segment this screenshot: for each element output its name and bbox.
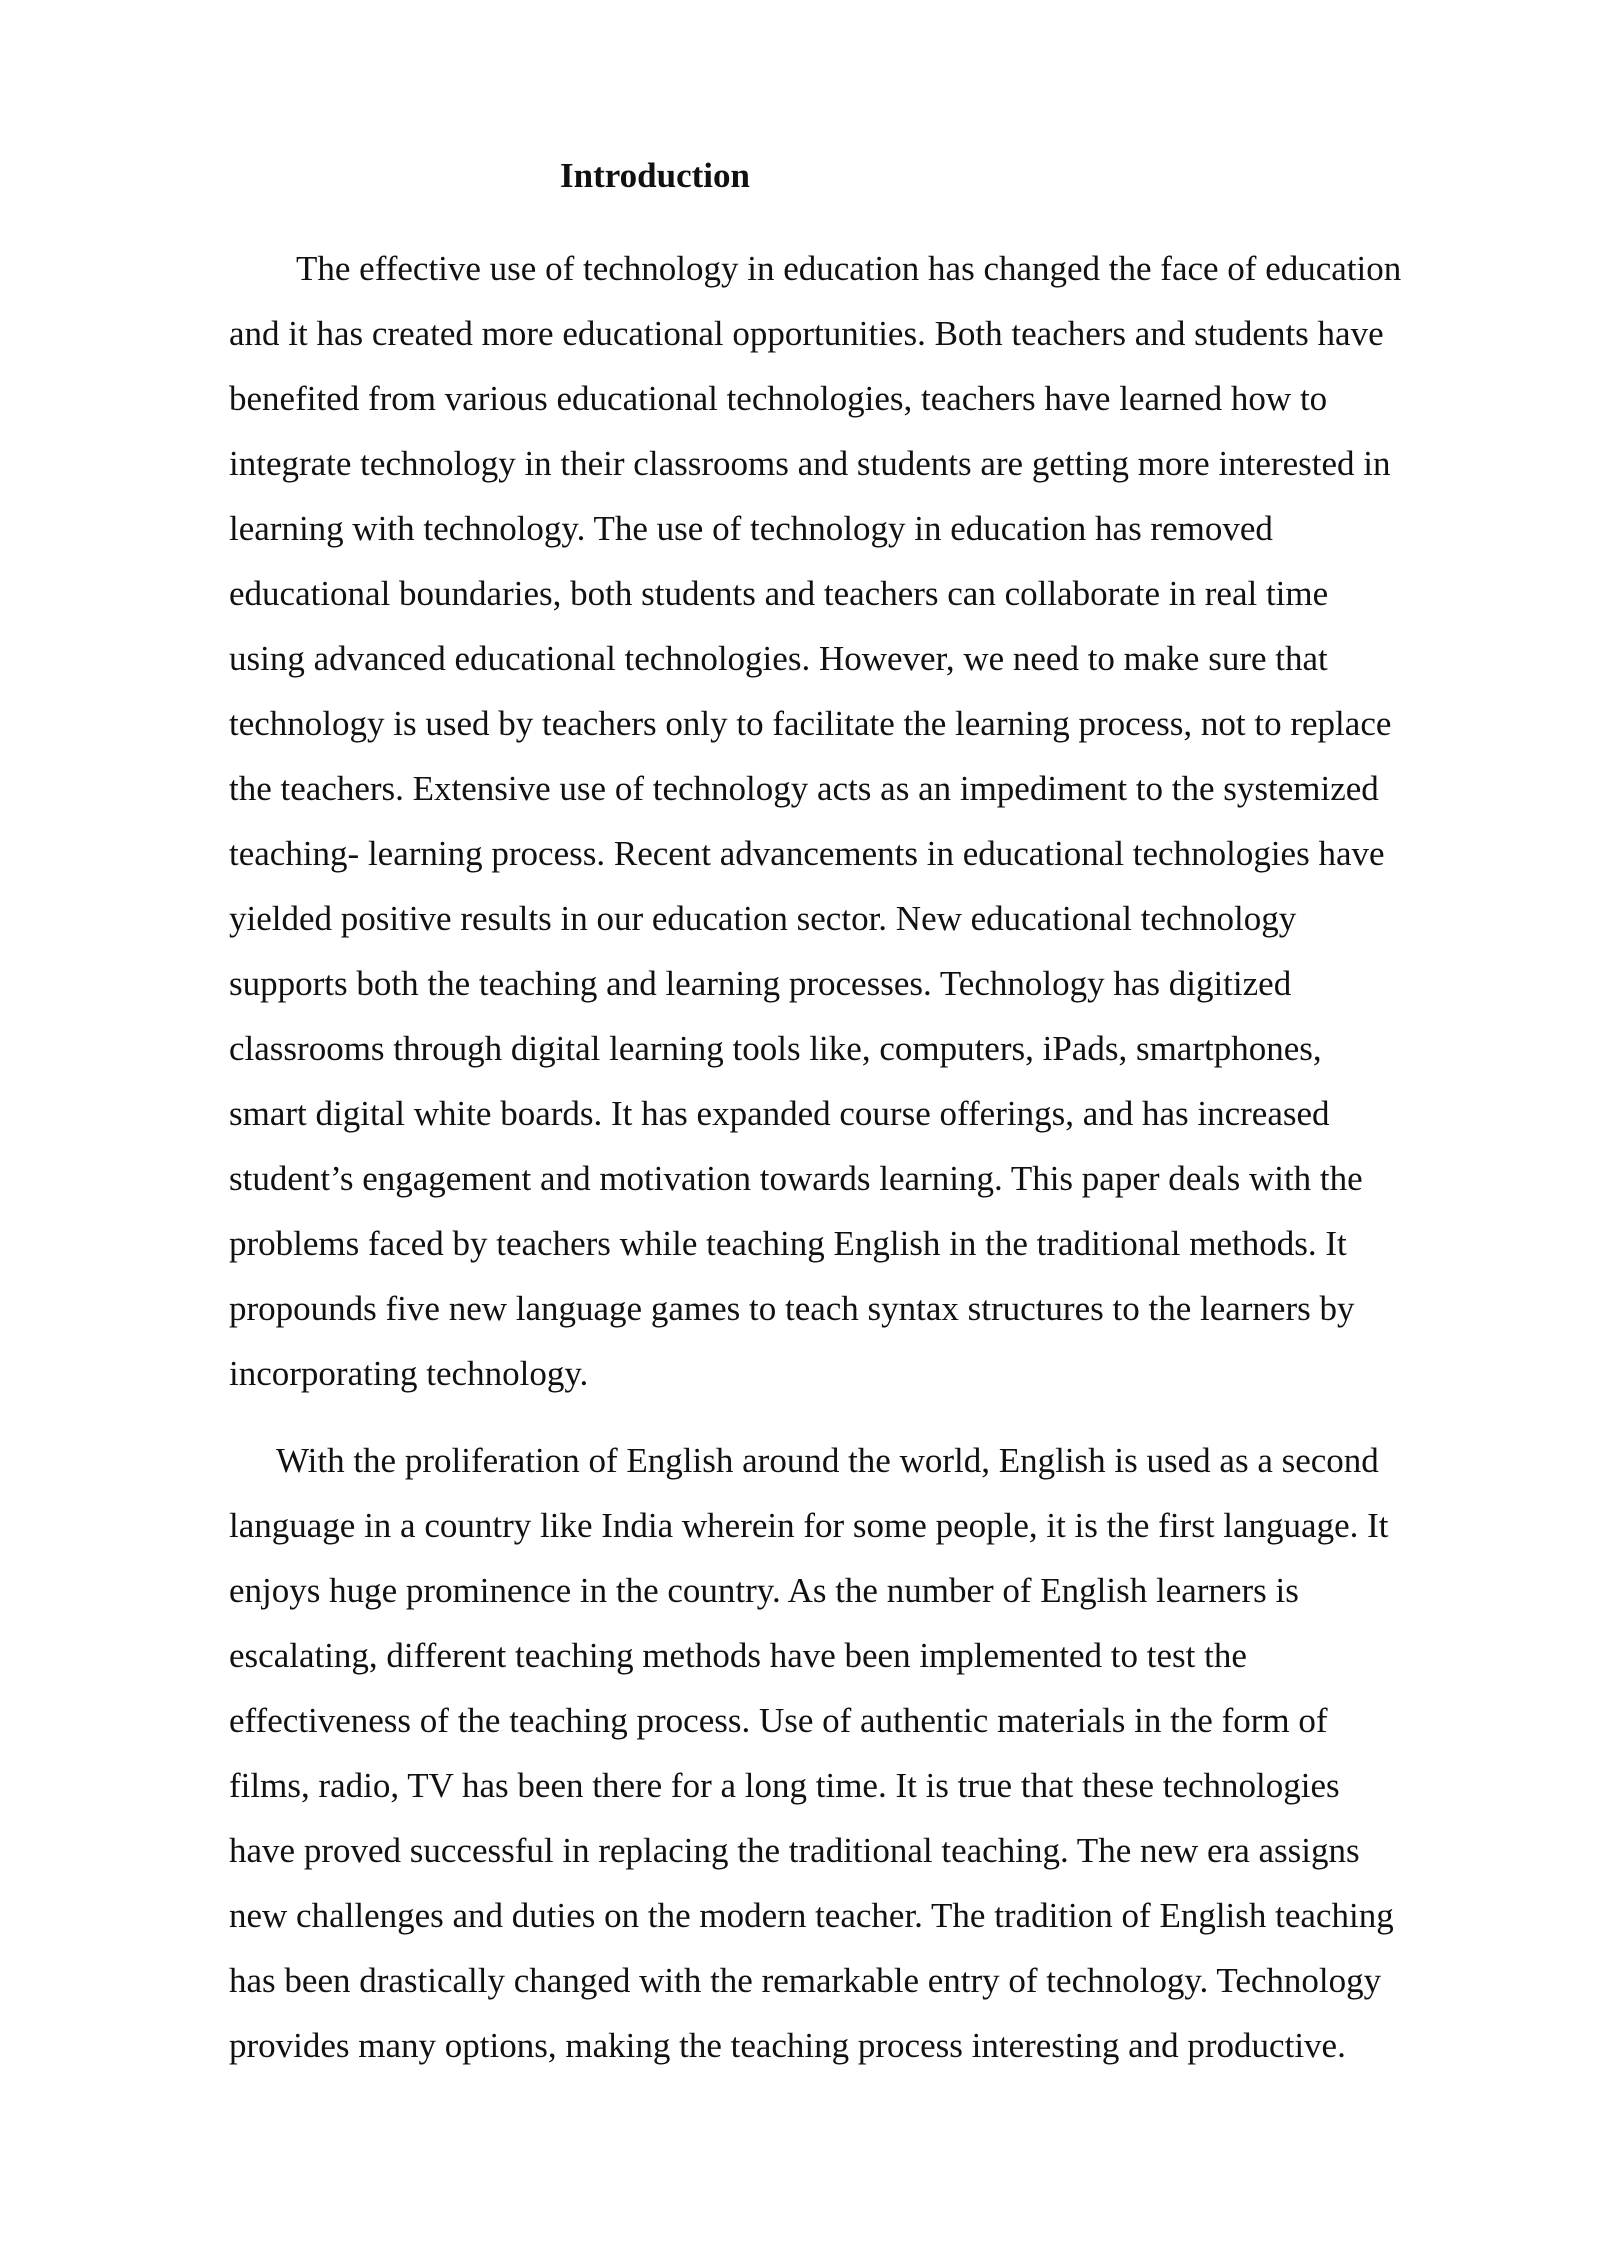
paragraph-line: propounds five new language games to teach syntax structures to the learners by	[229, 1289, 1355, 1328]
paragraph-line: language in a country like India wherein for some people, it is the first language. It	[229, 1506, 1389, 1545]
paragraph-line: student’s engagement and motivation towards learning. This paper deals with the	[229, 1159, 1363, 1198]
section-heading: Introduction	[560, 156, 750, 195]
paragraph-line: and it has created more educational opportunities. Both teachers and students have	[229, 314, 1384, 353]
paragraph-line: escalating, different teaching methods have been implemented to test the	[229, 1636, 1247, 1675]
paragraph-line: new challenges and duties on the modern teacher. The tradition of English teaching	[229, 1896, 1394, 1935]
paragraph-line: has been drastically changed with the remarkable entry of technology. Technology	[229, 1961, 1382, 2000]
paragraph-line: classrooms through digital learning tools like, computers, iPads, smartphones,	[229, 1029, 1322, 1068]
paragraph-line: teaching- learning process. Recent advancements in educational technologies have	[229, 834, 1385, 873]
paragraph-line: yielded positive results in our education sector. New educational technology	[229, 899, 1297, 938]
paragraph-line: have proved successful in replacing the traditional teaching. The new era assigns	[229, 1831, 1360, 1870]
paragraph-line: incorporating technology.	[229, 1354, 589, 1393]
paragraph-2	[229, 1428, 1529, 2078]
paragraph-line: provides many options, making the teaching process interesting and productive.	[229, 2026, 1346, 2065]
paragraph-line: supports both the teaching and learning processes. Technology has digitized	[229, 964, 1292, 1003]
paragraph-line: enjoys huge prominence in the country. As the number of English learners is	[229, 1571, 1299, 1610]
paragraph-line: the teachers. Extensive use of technology acts as an impediment to the systemized	[229, 769, 1379, 808]
paragraph-line: effectiveness of the teaching process. Use of authentic materials in the form of	[229, 1701, 1328, 1740]
paragraph-line: using advanced educational technologies. However, we need to make sure that	[229, 639, 1328, 678]
paragraph-line: educational boundaries, both students and teachers can collaborate in real time	[229, 574, 1329, 613]
paragraph-line: benefited from various educational technologies, teachers have learned how to	[229, 379, 1328, 418]
paragraph-1	[229, 236, 1529, 1406]
paragraph-line: films, radio, TV has been there for a long time. It is true that these technologies	[229, 1766, 1340, 1805]
paragraph-line: integrate technology in their classrooms and students are getting more interested in	[229, 444, 1391, 483]
paragraph-line: learning with technology. The use of technology in education has removed	[229, 509, 1273, 548]
paragraph-line: The effective use of technology in education has changed the face of education	[296, 249, 1402, 288]
paragraph-line: problems faced by teachers while teaching English in the traditional methods. It	[229, 1224, 1347, 1263]
paragraph-line: smart digital white boards. It has expanded course offerings, and has increased	[229, 1094, 1330, 1133]
paragraph-line: With the proliferation of English around the world, English is used as a second	[276, 1441, 1379, 1480]
paragraph-line: technology is used by teachers only to facilitate the learning process, not to replace	[229, 704, 1392, 743]
